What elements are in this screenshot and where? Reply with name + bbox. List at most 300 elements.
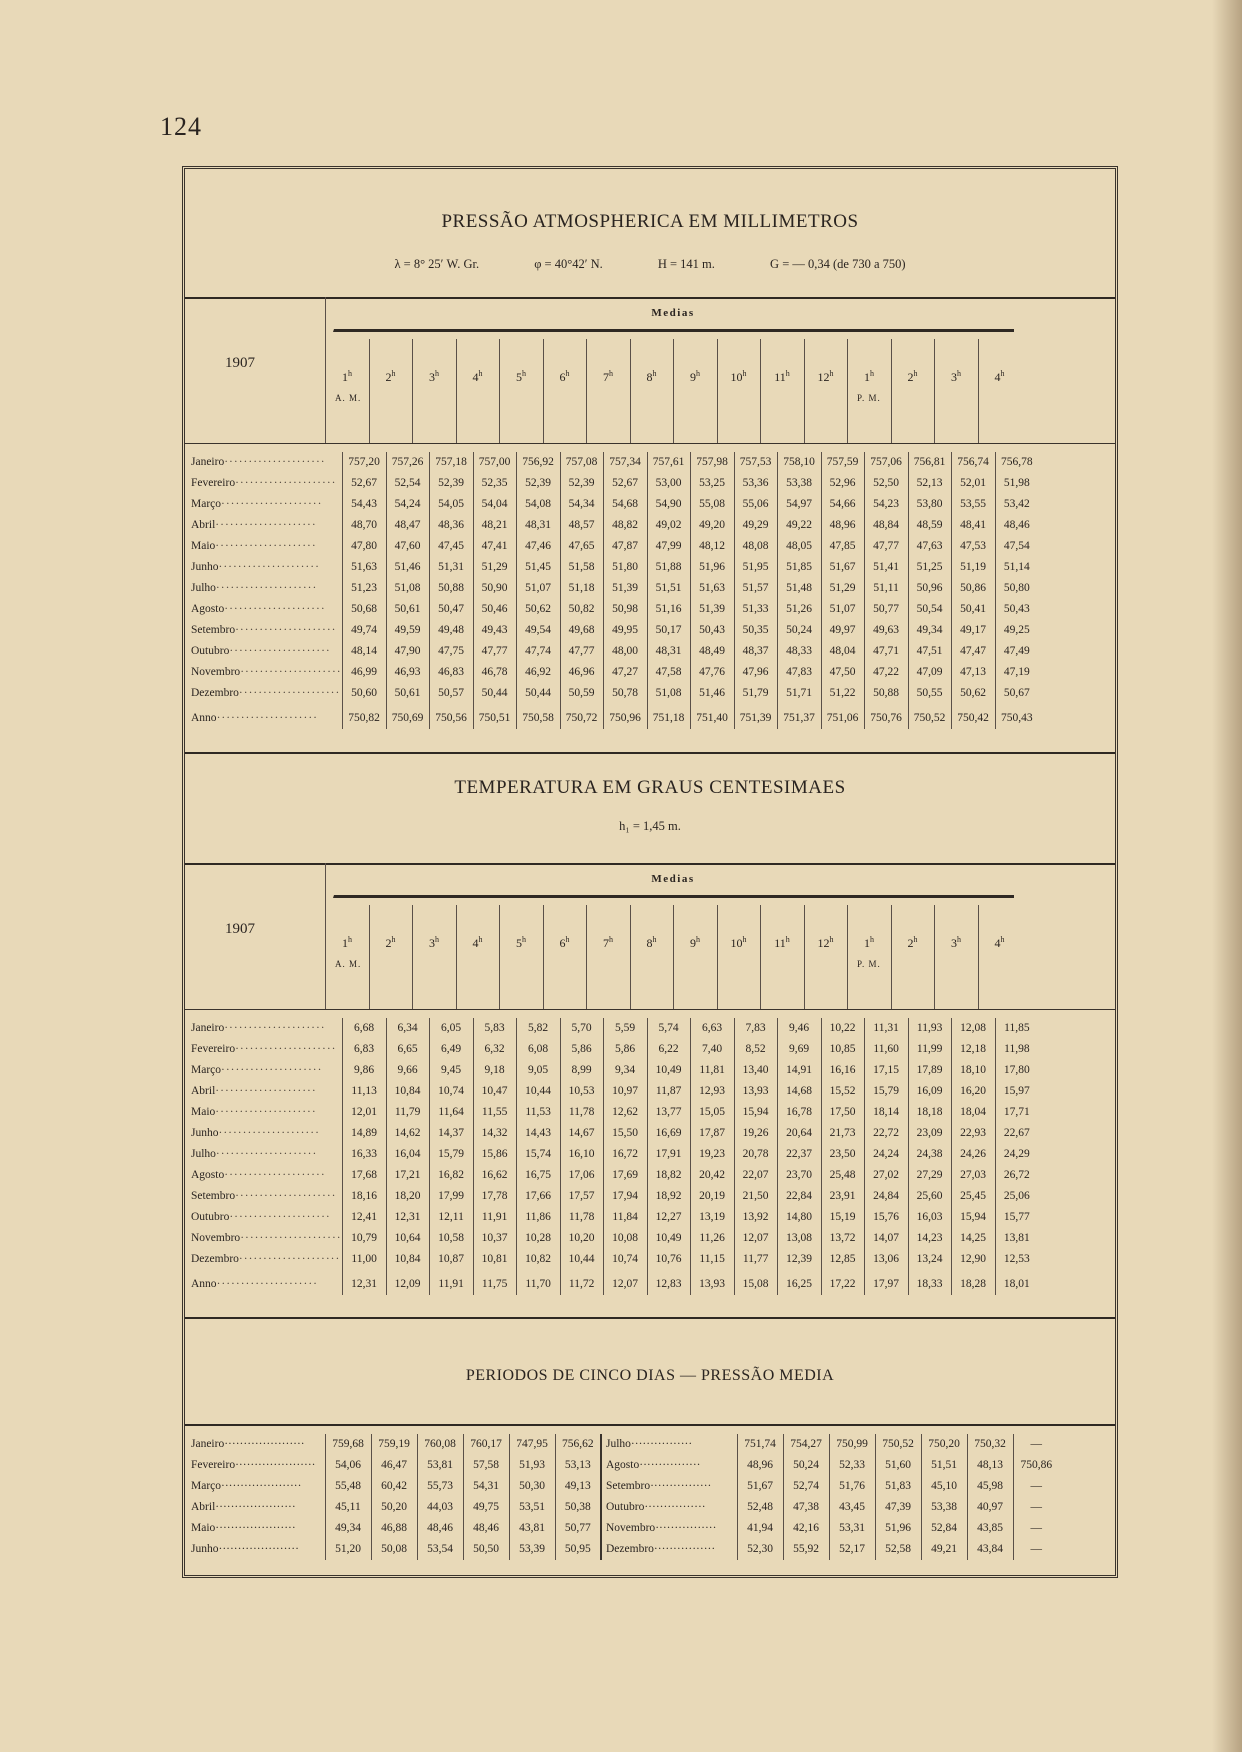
param-altitude: H = 141 m. (657, 257, 715, 271)
temperature-bottom-rule (185, 1317, 1115, 1319)
table-cell: 756,78 (995, 452, 1038, 473)
table-cell: 50,50 (463, 1539, 509, 1560)
table-cell: 750,52 (875, 1434, 921, 1455)
table-cell: 10,28 (516, 1228, 560, 1249)
table-cell: 47,54 (995, 536, 1038, 557)
table-row (185, 1249, 1038, 1270)
hour-column-separator (543, 905, 544, 1009)
table-cell: 49,68 (560, 620, 603, 641)
table-row (185, 578, 1038, 599)
month-name: Maio (191, 1522, 216, 1534)
month-label (185, 1165, 342, 1186)
month-label (185, 1039, 342, 1060)
table-cell: 11,87 (647, 1081, 690, 1102)
table-cell: 12,08 (951, 1018, 995, 1039)
table-cell: 15,97 (995, 1081, 1038, 1102)
table-row (185, 1455, 1059, 1476)
table-cell: 49,17 (951, 620, 995, 641)
table-cell: 14,80 (777, 1207, 821, 1228)
table-cell: 54,66 (821, 494, 864, 515)
month-name: Anno (191, 712, 217, 724)
table-row (185, 1518, 1059, 1539)
month-label (185, 1497, 325, 1518)
table-cell: 51,79 (734, 683, 777, 704)
table-cell: 757,00 (473, 452, 516, 473)
hour-column-separator (891, 905, 892, 1009)
month-name: Julho (191, 582, 216, 594)
table-cell: 10,87 (429, 1249, 473, 1270)
table-cell: 50,82 (560, 599, 603, 620)
table-cell: 15,50 (603, 1123, 647, 1144)
table-cell: 757,53 (734, 452, 777, 473)
table-cell: 52,33 (829, 1455, 875, 1476)
month-name: Setembro (191, 624, 236, 636)
table-cell: 16,16 (821, 1060, 864, 1081)
hour-header: 9$^h$ (690, 369, 700, 384)
table-cell: 17,97 (864, 1270, 908, 1295)
table-cell: 49,02 (647, 515, 690, 536)
table-cell: 51,18 (560, 578, 603, 599)
table-cell: 11,75 (473, 1270, 516, 1295)
table-cell: 750,42 (951, 704, 995, 729)
table-row (185, 1165, 1038, 1186)
table-row (185, 536, 1038, 557)
table-cell: 50,95 (555, 1539, 601, 1560)
table-cell: 18,01 (995, 1270, 1038, 1295)
table-cell: 50,78 (603, 683, 647, 704)
table-cell: 18,14 (864, 1102, 908, 1123)
table-cell: 51,41 (864, 557, 908, 578)
table-cell: 51,76 (829, 1476, 875, 1497)
table-cell: 23,70 (777, 1165, 821, 1186)
table-cell: 12,31 (386, 1207, 429, 1228)
month-label (185, 473, 342, 494)
table-cell: 47,51 (908, 641, 951, 662)
table-cell: 24,38 (908, 1144, 951, 1165)
temperature-table (185, 1018, 1038, 1295)
month-label (185, 1455, 325, 1476)
month-label (185, 536, 342, 557)
hour-column-separator (717, 905, 718, 1009)
month-label (185, 1476, 325, 1497)
table-cell: 15,79 (429, 1144, 473, 1165)
table-row (185, 1144, 1038, 1165)
table-row (185, 1207, 1038, 1228)
medias-brace (333, 885, 1014, 898)
table-cell: 45,10 (921, 1476, 967, 1497)
table-cell: 11,81 (690, 1060, 734, 1081)
leader-dots: ················ (655, 1522, 717, 1534)
month-name: Janeiro (191, 456, 225, 468)
hour-header: 1$^h$ (342, 935, 352, 950)
table-cell: 48,82 (603, 515, 647, 536)
table-cell: 757,08 (560, 452, 603, 473)
table-cell: 52,13 (908, 473, 951, 494)
table-cell: 43,45 (829, 1497, 875, 1518)
table-cell: 11,64 (429, 1102, 473, 1123)
leader-dots: ····················· (215, 1148, 318, 1160)
table-cell: 46,78 (473, 662, 516, 683)
leader-dots: ····················· (224, 1438, 305, 1450)
month-name: Setembro (191, 1190, 236, 1202)
hour-header: 1$^h$ (864, 369, 874, 384)
month-label (185, 578, 342, 599)
hour-header: 6$^h$ (559, 369, 570, 384)
table-cell: 11,91 (429, 1270, 473, 1295)
leader-dots: ····················· (235, 624, 337, 636)
table-cell: 750,99 (829, 1434, 875, 1455)
table-row (185, 662, 1038, 683)
am-label: A. M. (335, 393, 362, 403)
table-cell: 17,22 (821, 1270, 864, 1295)
table-cell: 48,47 (386, 515, 429, 536)
table-cell: 750,56 (429, 704, 473, 729)
table-cell: 10,49 (647, 1228, 690, 1249)
month-label (185, 599, 342, 620)
month-name: Abril (191, 519, 216, 531)
table-cell: 52,39 (429, 473, 473, 494)
table-cell: 48,13 (967, 1455, 1013, 1476)
table-cell: 51,85 (777, 557, 821, 578)
table-cell: 11,91 (473, 1207, 516, 1228)
table-cell: 47,19 (995, 662, 1038, 683)
table-cell: 53,51 (509, 1497, 555, 1518)
table-cell: 6,08 (516, 1039, 560, 1060)
table-cell: 17,57 (560, 1186, 603, 1207)
leader-dots: ····················· (224, 456, 326, 468)
table-cell: 48,46 (417, 1518, 463, 1539)
table-cell: 18,04 (951, 1102, 995, 1123)
table-cell: 12,93 (690, 1081, 734, 1102)
month-name: Dezembro (191, 1253, 239, 1265)
table-cell: 750,96 (603, 704, 647, 729)
month-label (601, 1434, 737, 1455)
table-row (185, 1434, 1059, 1455)
table-cell: 51,48 (777, 578, 821, 599)
table-cell: 51,07 (516, 578, 560, 599)
table-cell: 11,86 (516, 1207, 560, 1228)
table-cell: 47,77 (864, 536, 908, 557)
table-cell: 49,21 (921, 1539, 967, 1560)
leader-dots: ····················· (218, 561, 320, 573)
table-cell: 52,39 (560, 473, 603, 494)
table-cell: 50,17 (647, 620, 690, 641)
month-name: Julho (606, 1438, 631, 1450)
table-cell: 11,84 (603, 1207, 647, 1228)
leader-dots: ················ (630, 1438, 693, 1450)
table-cell: 11,85 (995, 1018, 1038, 1039)
table-cell: 46,93 (386, 662, 429, 683)
month-name: Outubro (606, 1501, 645, 1513)
table-cell: 12,31 (342, 1270, 386, 1295)
table-cell: 52,96 (821, 473, 864, 494)
table-cell: 53,38 (921, 1497, 967, 1518)
table-cell: 51,60 (875, 1455, 921, 1476)
table-cell: 12,62 (603, 1102, 647, 1123)
table-cell: 49,25 (995, 620, 1038, 641)
month-label (185, 620, 342, 641)
table-cell: 48,96 (737, 1455, 783, 1476)
month-name: Agosto (191, 1169, 225, 1181)
table-cell: 750,82 (342, 704, 386, 729)
pressure-header-bottom-rule (185, 443, 1115, 444)
table-cell: 47,74 (516, 641, 560, 662)
table-cell: 48,12 (690, 536, 734, 557)
periods-header-rule (185, 1424, 1115, 1426)
table-cell: 47,65 (560, 536, 603, 557)
table-cell: 750,20 (921, 1434, 967, 1455)
table-cell: 51,96 (875, 1518, 921, 1539)
table-cell: 6,49 (429, 1039, 473, 1060)
month-label (185, 662, 342, 683)
table-cell: 47,45 (429, 536, 473, 557)
table-cell: 53,31 (829, 1518, 875, 1539)
table-cell: 10,44 (516, 1081, 560, 1102)
table-cell: 54,31 (463, 1476, 509, 1497)
table-cell: 25,45 (951, 1186, 995, 1207)
table-row (185, 1497, 1059, 1518)
table-row (185, 1018, 1038, 1039)
table-cell: 51,46 (690, 683, 734, 704)
table-cell: 51,39 (603, 578, 647, 599)
month-label (601, 1518, 737, 1539)
table-cell: 50,35 (734, 620, 777, 641)
table-cell: 52,84 (921, 1518, 967, 1539)
table-cell: 52,58 (875, 1539, 921, 1560)
table-cell: 51,95 (734, 557, 777, 578)
table-cell: 14,89 (342, 1123, 386, 1144)
table-row (185, 473, 1038, 494)
table-cell: 51,88 (647, 557, 690, 578)
table-cell: 18,33 (908, 1270, 951, 1295)
month-label (185, 452, 342, 473)
table-cell: 54,24 (386, 494, 429, 515)
table-cell: 47,60 (386, 536, 429, 557)
table-cell: 8,52 (734, 1039, 777, 1060)
hour-header: 2$^h$ (385, 369, 396, 384)
table-cell: 757,06 (864, 452, 908, 473)
table-cell: 13,77 (647, 1102, 690, 1123)
hour-column-separator (412, 339, 413, 443)
table-cell: 757,20 (342, 452, 386, 473)
table-cell: 48,04 (821, 641, 864, 662)
table-cell: 47,39 (875, 1497, 921, 1518)
table-cell: 12,27 (647, 1207, 690, 1228)
pressure-title: PRESSÃO ATMOSPHERICA EM MILLIMETROS (441, 211, 859, 232)
table-cell: 51,25 (908, 557, 951, 578)
table-cell: 51,16 (647, 599, 690, 620)
table-cell: 49,22 (777, 515, 821, 536)
table-row (185, 1039, 1038, 1060)
table-cell: 51,51 (921, 1455, 967, 1476)
month-label (185, 641, 342, 662)
table-cell: 47,90 (386, 641, 429, 662)
table-cell: 52,17 (829, 1539, 875, 1560)
table-cell: 11,60 (864, 1039, 908, 1060)
table-cell: 11,77 (734, 1249, 777, 1270)
table-cell: 50,41 (951, 599, 995, 620)
table-cell: 49,95 (603, 620, 647, 641)
table-cell: 10,58 (429, 1228, 473, 1249)
table-cell: 16,82 (429, 1165, 473, 1186)
month-name: Março (191, 498, 222, 510)
table-cell: 53,38 (777, 473, 821, 494)
pm-label: P. M. (857, 393, 881, 403)
table-cell: 15,74 (516, 1144, 560, 1165)
table-cell: 49,29 (734, 515, 777, 536)
table-cell: 22,67 (995, 1123, 1038, 1144)
table-cell: 48,21 (473, 515, 516, 536)
table-cell: 48,59 (908, 515, 951, 536)
temperature-header (185, 863, 1115, 1009)
month-name: Fevereiro (191, 477, 236, 489)
table-cell: 47,53 (951, 536, 995, 557)
table-cell: 10,81 (473, 1249, 516, 1270)
table-cell: 50,55 (908, 683, 951, 704)
table-row (185, 1228, 1038, 1249)
table-cell: 49,59 (386, 620, 429, 641)
table-cell: 47,80 (342, 536, 386, 557)
table-row (185, 1123, 1038, 1144)
table-cell: 43,81 (509, 1518, 555, 1539)
month-label (185, 1102, 342, 1123)
month-name: Maio (191, 1106, 216, 1118)
table-cell: 13,19 (690, 1207, 734, 1228)
table-cell: 17,78 (473, 1186, 516, 1207)
month-name: Junho (191, 1543, 219, 1555)
table-cell: 12,11 (429, 1207, 473, 1228)
table-cell: 23,91 (821, 1186, 864, 1207)
table-cell: — (1013, 1434, 1059, 1455)
hour-column-separator (804, 905, 805, 1009)
hour-header: 11$^h$ (774, 369, 790, 384)
hour-column-separator (369, 339, 370, 443)
table-cell: 51,98 (995, 473, 1038, 494)
table-cell: 60,42 (371, 1476, 417, 1497)
leader-dots: ····················· (235, 1043, 337, 1055)
table-cell: 11,98 (995, 1039, 1038, 1060)
table-cell: 750,86 (1013, 1455, 1059, 1476)
table-cell: 51,93 (509, 1455, 555, 1476)
table-cell: 51,67 (737, 1476, 783, 1497)
table-cell: 50,67 (995, 683, 1038, 704)
table-cell: 17,80 (995, 1060, 1038, 1081)
table-cell: 47,38 (783, 1497, 829, 1518)
table-cell: 15,94 (951, 1207, 995, 1228)
table-cell: 47,87 (603, 536, 647, 557)
table-cell: 47,58 (647, 662, 690, 683)
am-label: A. M. (335, 959, 362, 969)
table-cell: 45,11 (325, 1497, 371, 1518)
leader-dots: ····················· (215, 1501, 296, 1513)
table-cell: 51,58 (560, 557, 603, 578)
table-cell: 5,86 (603, 1039, 647, 1060)
table-cell: 51,29 (821, 578, 864, 599)
month-label (185, 704, 342, 729)
table-cell: 10,44 (560, 1249, 603, 1270)
table-cell: 17,66 (516, 1186, 560, 1207)
table-row (185, 683, 1038, 704)
table-cell: 48,37 (734, 641, 777, 662)
leader-dots: ················ (639, 1459, 701, 1471)
table-cell: 751,06 (821, 704, 864, 729)
table-cell: 757,98 (690, 452, 734, 473)
table-cell: 9,45 (429, 1060, 473, 1081)
leader-dots: ····················· (238, 687, 341, 699)
table-cell: 22,72 (864, 1123, 908, 1144)
table-cell: 24,24 (864, 1144, 908, 1165)
param-gravity: G = — 0,34 (de 730 a 750) (770, 257, 906, 271)
leader-dots: ····················· (216, 712, 318, 724)
leader-dots: ····················· (215, 582, 318, 594)
hour-header: 9$^h$ (690, 935, 700, 950)
table-cell: 10,53 (560, 1081, 603, 1102)
month-name: Maio (191, 540, 216, 552)
table-cell: 50,88 (429, 578, 473, 599)
table-cell: 18,28 (951, 1270, 995, 1295)
table-cell: 13,92 (734, 1207, 777, 1228)
table-row (185, 1476, 1059, 1497)
table-cell: 46,83 (429, 662, 473, 683)
table-cell: 47,85 (821, 536, 864, 557)
table-cell: 23,50 (821, 1144, 864, 1165)
table-cell: 51,19 (951, 557, 995, 578)
table-cell: 55,06 (734, 494, 777, 515)
table-cell: 47,76 (690, 662, 734, 683)
table-cell: 13,08 (777, 1228, 821, 1249)
table-cell: 50,62 (951, 683, 995, 704)
table-cell: 15,86 (473, 1144, 516, 1165)
table-cell: 51,20 (325, 1539, 371, 1560)
leader-dots: ····················· (240, 1232, 342, 1244)
table-cell: 13,93 (690, 1270, 734, 1295)
table-cell: 50,57 (429, 683, 473, 704)
table-cell: 49,13 (555, 1476, 601, 1497)
month-name: Junho (191, 1127, 219, 1139)
leader-dots: ················ (653, 1543, 716, 1555)
leader-dots: ····················· (235, 1459, 316, 1471)
table-cell: 9,66 (386, 1060, 429, 1081)
table-cell: 51,63 (690, 578, 734, 599)
leader-dots: ····················· (238, 1253, 341, 1265)
table-cell: 51,08 (386, 578, 429, 599)
table-cell: 18,18 (908, 1102, 951, 1123)
param-latitude: φ = 40°42′ N. (534, 257, 603, 271)
table-cell: 48,31 (516, 515, 560, 536)
month-label (601, 1539, 737, 1560)
table-cell: 5,74 (647, 1018, 690, 1039)
table-cell: 22,93 (951, 1123, 995, 1144)
month-name: Junho (191, 561, 219, 573)
table-row (185, 1081, 1038, 1102)
pm-label: P. M. (857, 959, 881, 969)
table-cell: 17,71 (995, 1102, 1038, 1123)
hour-column-separator (847, 339, 848, 443)
table-cell: 10,64 (386, 1228, 429, 1249)
table-cell: 16,09 (908, 1081, 951, 1102)
hour-header: 4$^h$ (994, 369, 1005, 384)
table-cell: 47,99 (647, 536, 690, 557)
table-cell: 47,75 (429, 641, 473, 662)
table-cell: 47,13 (951, 662, 995, 683)
table-cell: 48,84 (864, 515, 908, 536)
table-cell: 55,73 (417, 1476, 463, 1497)
month-name: Dezembro (606, 1543, 654, 1555)
table-cell: 6,32 (473, 1039, 516, 1060)
table-cell: 55,08 (690, 494, 734, 515)
medias-label: Medias (651, 873, 695, 885)
month-name: Abril (191, 1085, 216, 1097)
